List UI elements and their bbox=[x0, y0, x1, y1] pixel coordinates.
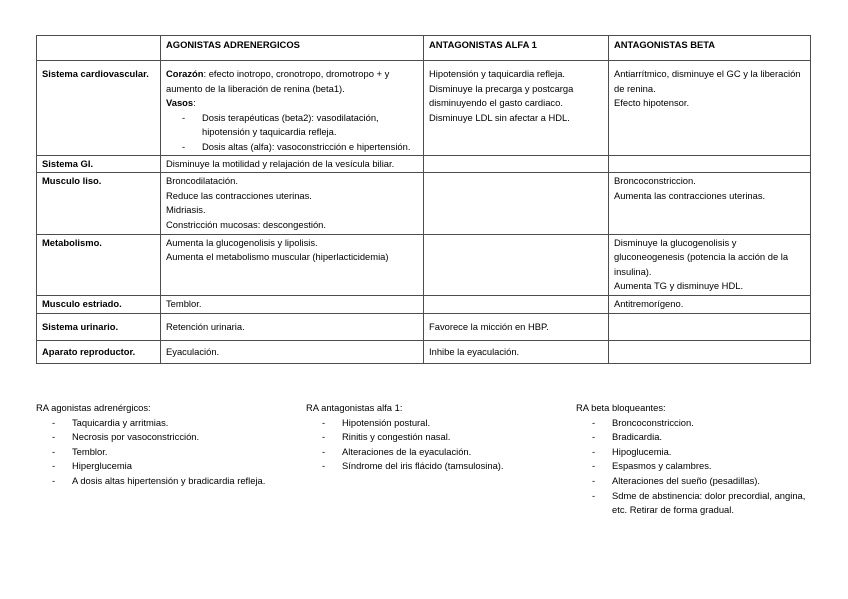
list-item bbox=[306, 459, 551, 474]
ra-agonistas-title: RA agonistas adrenérgicos: bbox=[36, 402, 151, 413]
list-item-text: Hipotensión postural. bbox=[342, 416, 431, 428]
cell-line: Midriasis. bbox=[166, 204, 206, 216]
list-item bbox=[576, 474, 818, 489]
list-item bbox=[36, 445, 276, 460]
cell-reproductor-beta bbox=[609, 341, 811, 364]
list-item bbox=[36, 474, 276, 489]
cell-line: Antiarrítmico, disminuye el GC y la liberación de renina. bbox=[614, 68, 801, 94]
table-header-row bbox=[37, 36, 811, 61]
cell-gi-alfa bbox=[424, 155, 609, 173]
list-item-text: Bradicardia. bbox=[612, 431, 663, 443]
ra-beta-section bbox=[576, 401, 818, 518]
cell-metab-agonistas bbox=[161, 234, 424, 295]
list-item-text: Dosis altas (alfa): vasoconstricción e hipertensión. bbox=[202, 140, 411, 152]
cell-line: Aumenta la glucogenolisis y lipolisis. bbox=[166, 236, 318, 248]
cell-line: Disminuye la glucogenolisis y gluconeogenesis (potencia la acción de la insulina). bbox=[614, 236, 789, 277]
cell-line: Aumenta el metabolismo muscular (hiperlacticidemia) bbox=[166, 251, 389, 263]
corazon-label: Corazón bbox=[166, 68, 204, 79]
dash-bullet: - bbox=[592, 460, 596, 472]
table-row bbox=[37, 341, 811, 364]
cell-line: Temblor. bbox=[166, 297, 202, 309]
cell-line: Efecto hipotensor. bbox=[614, 97, 690, 109]
ra-beta-title: RA beta bloqueantes: bbox=[576, 402, 666, 413]
list-item-text: Rinitis y congestión nasal. bbox=[342, 431, 451, 443]
cell-line: Aumenta las contracciones uterinas. bbox=[614, 189, 766, 201]
table-row bbox=[37, 234, 811, 295]
cell-cardio-beta bbox=[609, 61, 811, 156]
cardio-corazon-text bbox=[166, 67, 419, 96]
table-row bbox=[37, 313, 811, 341]
cell-line: Disminuye la precarga y postcarga disminuyendo el gasto cardiaco. bbox=[429, 82, 574, 109]
cell-reproductor-alfa bbox=[424, 341, 609, 364]
cell-line: Retención urinaria. bbox=[166, 320, 245, 332]
ra-alfa-section bbox=[306, 401, 551, 474]
cell-line: Inhibe la eyaculación. bbox=[429, 346, 520, 358]
list-item bbox=[166, 140, 419, 155]
header-agonistas: AGONISTAS ADRENERGICOS bbox=[161, 36, 424, 61]
cell-line: Reduce las contracciones uterinas. bbox=[166, 189, 312, 201]
row-label-musculo-estriado: Musculo estriado. bbox=[37, 295, 161, 313]
list-item bbox=[576, 445, 818, 460]
list-item bbox=[306, 445, 551, 460]
list-item bbox=[36, 430, 276, 445]
cell-line: Constricción mucosas: descongestión. bbox=[166, 218, 326, 230]
row-label-gi: Sistema GI. bbox=[37, 155, 161, 173]
cell-urinario-beta bbox=[609, 313, 811, 341]
table-row bbox=[37, 155, 811, 173]
dash-bullet: - bbox=[592, 416, 596, 428]
list-item bbox=[576, 459, 818, 474]
dash-bullet: - bbox=[182, 111, 186, 123]
dash-bullet: - bbox=[322, 431, 326, 443]
cardio-vasos-heading bbox=[166, 96, 419, 111]
dash-bullet: - bbox=[592, 474, 596, 486]
list-item-text: Broncoconstriccion. bbox=[612, 416, 694, 428]
vasos-label: Vasos bbox=[166, 97, 194, 109]
dash-bullet: - bbox=[322, 445, 326, 457]
dash-bullet: - bbox=[592, 431, 596, 443]
corazon-description: : efecto inotropo, cronotropo, dromotropo + y aumento de la liberación de renina (beta1). bbox=[166, 68, 390, 94]
row-label-musculo-liso: Musculo liso. bbox=[37, 173, 161, 234]
list-item-text: Sdme de abstinencia: dolor precordial, angina, etc. Retirar de forma gradual. bbox=[612, 489, 806, 516]
ra-agonistas-list bbox=[36, 416, 276, 489]
list-item bbox=[36, 459, 276, 474]
dash-bullet: - bbox=[322, 460, 326, 472]
ra-beta-list bbox=[576, 416, 818, 518]
dash-bullet: - bbox=[52, 416, 56, 428]
list-item-text: Hipoglucemia. bbox=[612, 445, 672, 457]
cell-liso-agonistas bbox=[161, 173, 424, 234]
list-item bbox=[576, 489, 818, 518]
cell-line: Favorece la micción en HBP. bbox=[429, 320, 549, 332]
list-item-text: Alteraciones de la eyaculación. bbox=[342, 445, 472, 457]
dash-bullet: - bbox=[52, 431, 56, 443]
row-label-aparato-reproductor: Aparato reproductor. bbox=[37, 341, 161, 364]
list-item-text: A dosis altas hipertensión y bradicardia refleja. bbox=[72, 474, 266, 486]
row-label-sistema-urinario: Sistema urinario. bbox=[37, 313, 161, 341]
list-item-text: Taquicardia y arritmias. bbox=[72, 416, 169, 428]
list-item-text: Temblor. bbox=[72, 445, 108, 457]
dash-bullet: - bbox=[592, 489, 596, 501]
header-cell-empty bbox=[37, 36, 161, 61]
dash-bullet: - bbox=[592, 445, 596, 457]
table-row bbox=[37, 61, 811, 156]
cell-gi-beta bbox=[609, 155, 811, 173]
list-item bbox=[306, 430, 551, 445]
cell-gi-agonistas bbox=[161, 155, 424, 173]
cell-line: Hipotensión y taquicardia refleja. bbox=[429, 68, 566, 79]
cell-reproductor-agonistas bbox=[161, 341, 424, 364]
header-antagonistas-beta: ANTAGONISTAS BETA bbox=[609, 36, 811, 61]
cell-cardio-agonistas bbox=[161, 61, 424, 156]
list-item-text: Hiperglucemia bbox=[72, 460, 132, 472]
table-row bbox=[37, 173, 811, 234]
cell-urinario-alfa bbox=[424, 313, 609, 341]
cell-metab-alfa bbox=[424, 234, 609, 295]
cell-line: Aumenta TG y disminuye HDL. bbox=[614, 280, 744, 292]
dash-bullet: - bbox=[322, 416, 326, 428]
ra-alfa-title: RA antagonistas alfa 1: bbox=[306, 402, 403, 413]
cell-urinario-agonistas bbox=[161, 313, 424, 341]
pharmacology-table bbox=[36, 35, 811, 364]
dash-bullet: - bbox=[52, 460, 56, 472]
table-row bbox=[37, 295, 811, 313]
row-label-cardiovascular: Sistema cardiovascular. bbox=[37, 61, 161, 156]
vasos-colon: : bbox=[193, 97, 196, 109]
cell-line: Disminuye la motilidad y relajación de la vesícula biliar. bbox=[166, 157, 395, 169]
list-item bbox=[36, 416, 276, 431]
cell-liso-beta bbox=[609, 173, 811, 234]
dash-bullet: - bbox=[52, 474, 56, 486]
dash-bullet: - bbox=[182, 140, 186, 152]
ra-agonistas-section bbox=[36, 401, 276, 489]
cell-liso-alfa bbox=[424, 173, 609, 234]
list-item-text: Alteraciones del sueño (pesadillas). bbox=[612, 474, 760, 486]
list-item bbox=[576, 430, 818, 445]
cell-line: Antitremorígeno. bbox=[614, 297, 684, 309]
ra-alfa-list bbox=[306, 416, 551, 474]
cell-line: Eyaculación. bbox=[166, 346, 220, 358]
list-item bbox=[576, 416, 818, 431]
list-item-text: Síndrome del iris flácido (tamsulosina). bbox=[342, 460, 504, 472]
cell-line: Broncodilatación. bbox=[166, 175, 238, 187]
header-antagonistas-alfa1: ANTAGONISTAS ALFA 1 bbox=[424, 36, 609, 61]
list-item bbox=[166, 111, 419, 140]
list-item-text: Necrosis por vasoconstricción. bbox=[72, 431, 200, 443]
cell-cardio-alfa bbox=[424, 61, 609, 156]
row-label-metabolismo: Metabolismo. bbox=[37, 234, 161, 295]
vasos-list bbox=[166, 111, 419, 155]
cell-metab-beta bbox=[609, 234, 811, 295]
list-item-text: Espasmos y calambres. bbox=[612, 460, 712, 472]
list-item bbox=[306, 416, 551, 431]
cell-line: Broncoconstriccion. bbox=[614, 175, 696, 187]
list-item-text: Dosis terapéuticas (beta2): vasodilatación, hipotensión y taquicardia refleja. bbox=[202, 111, 379, 138]
cell-estriado-agonistas bbox=[161, 295, 424, 313]
dash-bullet: - bbox=[52, 445, 56, 457]
cell-line: Disminuye LDL sin afectar a HDL. bbox=[429, 111, 570, 123]
cell-estriado-alfa bbox=[424, 295, 609, 313]
cell-estriado-beta bbox=[609, 295, 811, 313]
